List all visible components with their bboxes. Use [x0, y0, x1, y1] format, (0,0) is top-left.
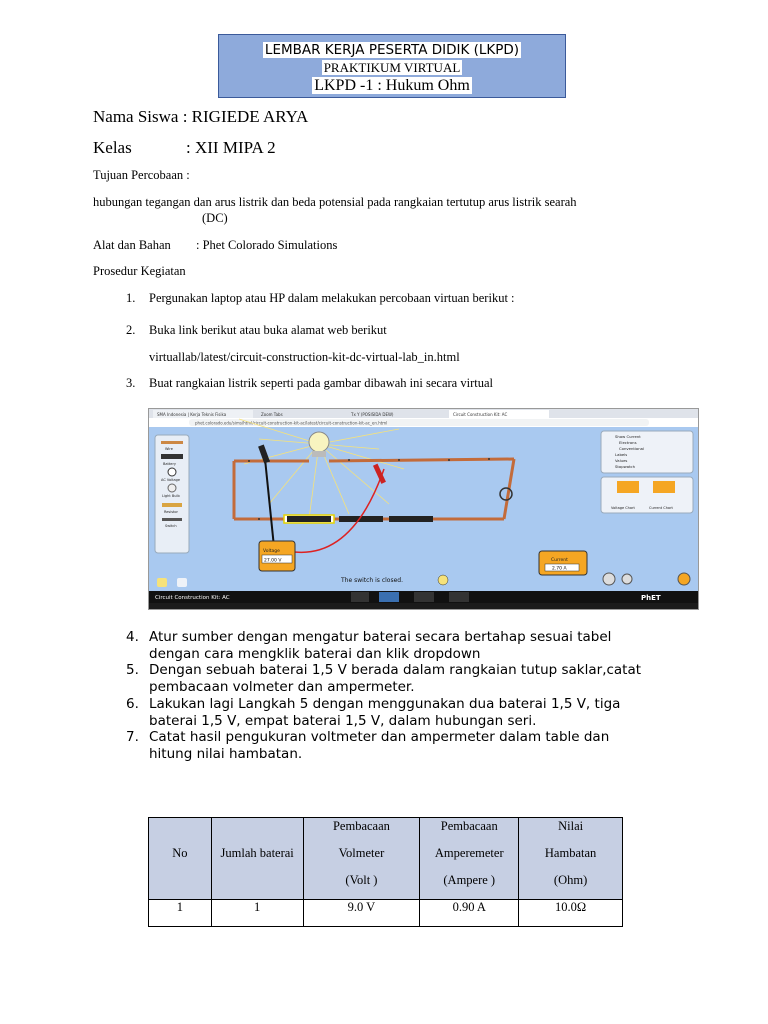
cell-voltage: 9.0 V: [303, 900, 420, 927]
screen-tab-ac-voltage[interactable]: [379, 592, 399, 602]
option-values[interactable]: Values: [615, 458, 628, 463]
screen-tab-lab[interactable]: [449, 592, 469, 602]
header-voltmeter-line-1: Pembacaan: [332, 819, 390, 833]
tab-label-3: Tx Y (POSISIDA DEW): [351, 412, 394, 417]
procedure-heading: Prosedur Kegiatan: [93, 264, 186, 278]
ammeter-tool-icon[interactable]: [653, 481, 675, 493]
objective-text-2: (DC): [202, 211, 228, 225]
taskbar: [149, 603, 698, 609]
header-no-label: No: [172, 846, 188, 860]
header-title: LKPD -1 : Hukum Ohm: [314, 77, 470, 94]
step-button[interactable]: [622, 574, 632, 584]
battery-3[interactable]: [389, 516, 433, 522]
tab-label-4: Circuit Construction Kit: AC: [453, 412, 508, 417]
toolbox-label-bulb: Light Bulb: [162, 494, 180, 498]
step-4-number: 4.: [126, 629, 139, 645]
cell-current: 0.90 A: [420, 900, 519, 927]
header-ammeter: [420, 818, 519, 900]
light-bulb-icon[interactable]: [168, 484, 176, 492]
pause-button[interactable]: [603, 573, 615, 585]
step-7-line-1: Catat hasil pengukuran voltmeter dan ampermeter dalam table dan: [149, 729, 610, 745]
option-conventional[interactable]: Conventional: [619, 446, 645, 451]
switch-status-text: The switch is closed.: [341, 577, 403, 584]
lab-link[interactable]: virtuallab/latest/circuit-construction-kit-dc-virtual-lab_in.html: [149, 350, 460, 364]
step-6-text: [149, 696, 620, 729]
header-line-1: LEMBAR KERJA PESERTA DIDIK (LKPD): [264, 42, 520, 58]
step-2-text: Buka link berikut atau buka alamat web berikut: [149, 323, 387, 337]
header-voltmeter-line-3: (Volt ): [345, 873, 378, 887]
toolbox-label-switch: Switch: [165, 524, 177, 528]
option-show-current[interactable]: Show Current: [615, 434, 641, 439]
light-bulb[interactable]: [309, 432, 329, 452]
trash-icon[interactable]: [438, 575, 448, 585]
toolbox-label-ac: AC Voltage: [161, 478, 181, 482]
tab-label-1: SMA Indonesia | Kerja Teknis Fisika: [157, 412, 227, 417]
header-resistance: [519, 818, 623, 900]
header-resistance-line-2: Hambatan: [544, 846, 597, 860]
header-ammeter-line-3: (Ampere ): [443, 873, 496, 887]
step-3-number: 3.: [126, 376, 136, 390]
battery-1[interactable]: [287, 516, 331, 522]
cell-no: 1: [149, 900, 212, 927]
step-4-line-1: Atur sumber dengan mengatur baterai secara bertahap sesuai tabel: [149, 629, 612, 645]
results-table: [148, 817, 623, 927]
phet-logo: PhET: [641, 594, 661, 602]
cell-battery-count: 1: [211, 900, 303, 927]
step-7-line-2: hitung nilai hambatan.: [149, 745, 303, 762]
toolbox-label-battery: Battery: [163, 462, 176, 466]
step-6-line-2: baterai 1,5 V, empat baterai 1,5 V, dalam hubungan seri.: [149, 712, 537, 729]
step-6-number: 6.: [126, 696, 139, 712]
step-2-number: 2.: [126, 323, 136, 337]
objective-heading: Tujuan Percobaan :: [93, 168, 190, 182]
step-6-line-1: Lakukan lagi Langkah 5 dengan menggunakan dua baterai 1,5 V, tiga: [149, 696, 621, 712]
tab-label-2: Zoom Tabs: [261, 412, 283, 417]
zoom-out-icon[interactable]: [157, 578, 167, 587]
voltmeter-label: Voltage: [263, 549, 280, 554]
header-battery-label: Jumlah baterai: [220, 846, 294, 860]
battery-icon[interactable]: [161, 454, 183, 459]
header-battery-count: [211, 818, 303, 900]
option-electrons[interactable]: Electrons: [619, 440, 637, 445]
table-row: [149, 900, 623, 927]
toolbox-label-wire: Wire: [165, 447, 173, 451]
objective-text-1: hubungan tegangan dan arus listrik dan beda potensial pada rangkaian tertutup arus listrik searah: [93, 195, 577, 209]
step-5-text: [149, 662, 641, 695]
sensor-label-voltage-chart: Voltage Chart: [611, 506, 635, 510]
step-4-line-2: dengan cara mengklik baterai dan klik dropdown: [149, 645, 481, 662]
sensor-label-current-chart: Current Chart: [649, 506, 673, 510]
switch-icon[interactable]: [162, 518, 182, 521]
cell-resistance: 10.0Ω: [519, 900, 623, 927]
header-voltmeter: [303, 818, 420, 900]
toolbox-label-resistor: Resistor: [164, 510, 178, 514]
table-header-row: [149, 818, 623, 900]
step-7-text: [149, 729, 609, 762]
screen-tab-rlc[interactable]: [414, 592, 434, 602]
simulation-drawing: [149, 409, 698, 609]
header-ammeter-line-2: Amperemeter: [434, 846, 504, 860]
ammeter-value: 2.70 A: [552, 566, 567, 572]
header-box: [218, 34, 566, 98]
reset-button[interactable]: [678, 573, 690, 585]
header-line-2: PRAKTIKUM VIRTUAL: [323, 60, 461, 75]
header-voltmeter-line-2: Volmeter: [338, 846, 385, 860]
home-icon[interactable]: [351, 592, 369, 602]
wire-icon[interactable]: [161, 441, 183, 444]
resistor-icon[interactable]: [162, 503, 182, 507]
address-url: phet.colorado.edu/sims/html/circuit-construction-kit-ac/latest/circuit-construction-kit-ac_en.html: [195, 420, 388, 426]
step-5-number: 5.: [126, 662, 139, 678]
header-ammeter-line-1: Pembacaan: [440, 819, 498, 833]
header-resistance-line-1: Nilai: [558, 819, 584, 833]
step-7-number: 7.: [126, 729, 139, 745]
ac-voltage-icon[interactable]: [168, 468, 176, 476]
sim-title: Circuit Construction Kit: AC: [155, 595, 230, 601]
student-name: Nama Siswa : RIGIEDE ARYA: [93, 107, 309, 126]
step-1-number: 1.: [126, 291, 136, 305]
step-5-line-1: Dengan sebuah baterai 1,5 V berada dalam rangkaian tutup saklar,catat: [149, 662, 642, 678]
header-resistance-line-3: (Ohm): [553, 873, 588, 887]
bulb-base: [312, 451, 326, 457]
zoom-in-icon[interactable]: [177, 578, 187, 587]
class-label: Kelas: [93, 138, 132, 157]
tools-value: : Phet Colorado Simulations: [196, 238, 338, 252]
class-value: : XII MIPA 2: [186, 138, 276, 157]
option-stopwatch[interactable]: Stopwatch: [615, 464, 636, 469]
simulation-screenshot: [148, 408, 699, 610]
option-labels[interactable]: Labels: [615, 452, 628, 457]
tools-label: Alat dan Bahan: [93, 238, 171, 252]
header-no: [149, 818, 212, 900]
step-5-line-2: pembacaan volmeter dan ampermeter.: [149, 678, 415, 695]
step-1-text: Pergunakan laptop atau HP dalam melakukan percobaan virtuan berikut :: [149, 291, 515, 305]
ammeter-label: Current: [551, 558, 568, 563]
voltmeter-value: 27.00 V: [264, 558, 282, 564]
step-4-text: [149, 629, 611, 662]
step-3-text: Buat rangkaian listrik seperti pada gambar dibawah ini secara virtual: [149, 376, 493, 390]
voltmeter-tool-icon[interactable]: [617, 481, 639, 493]
